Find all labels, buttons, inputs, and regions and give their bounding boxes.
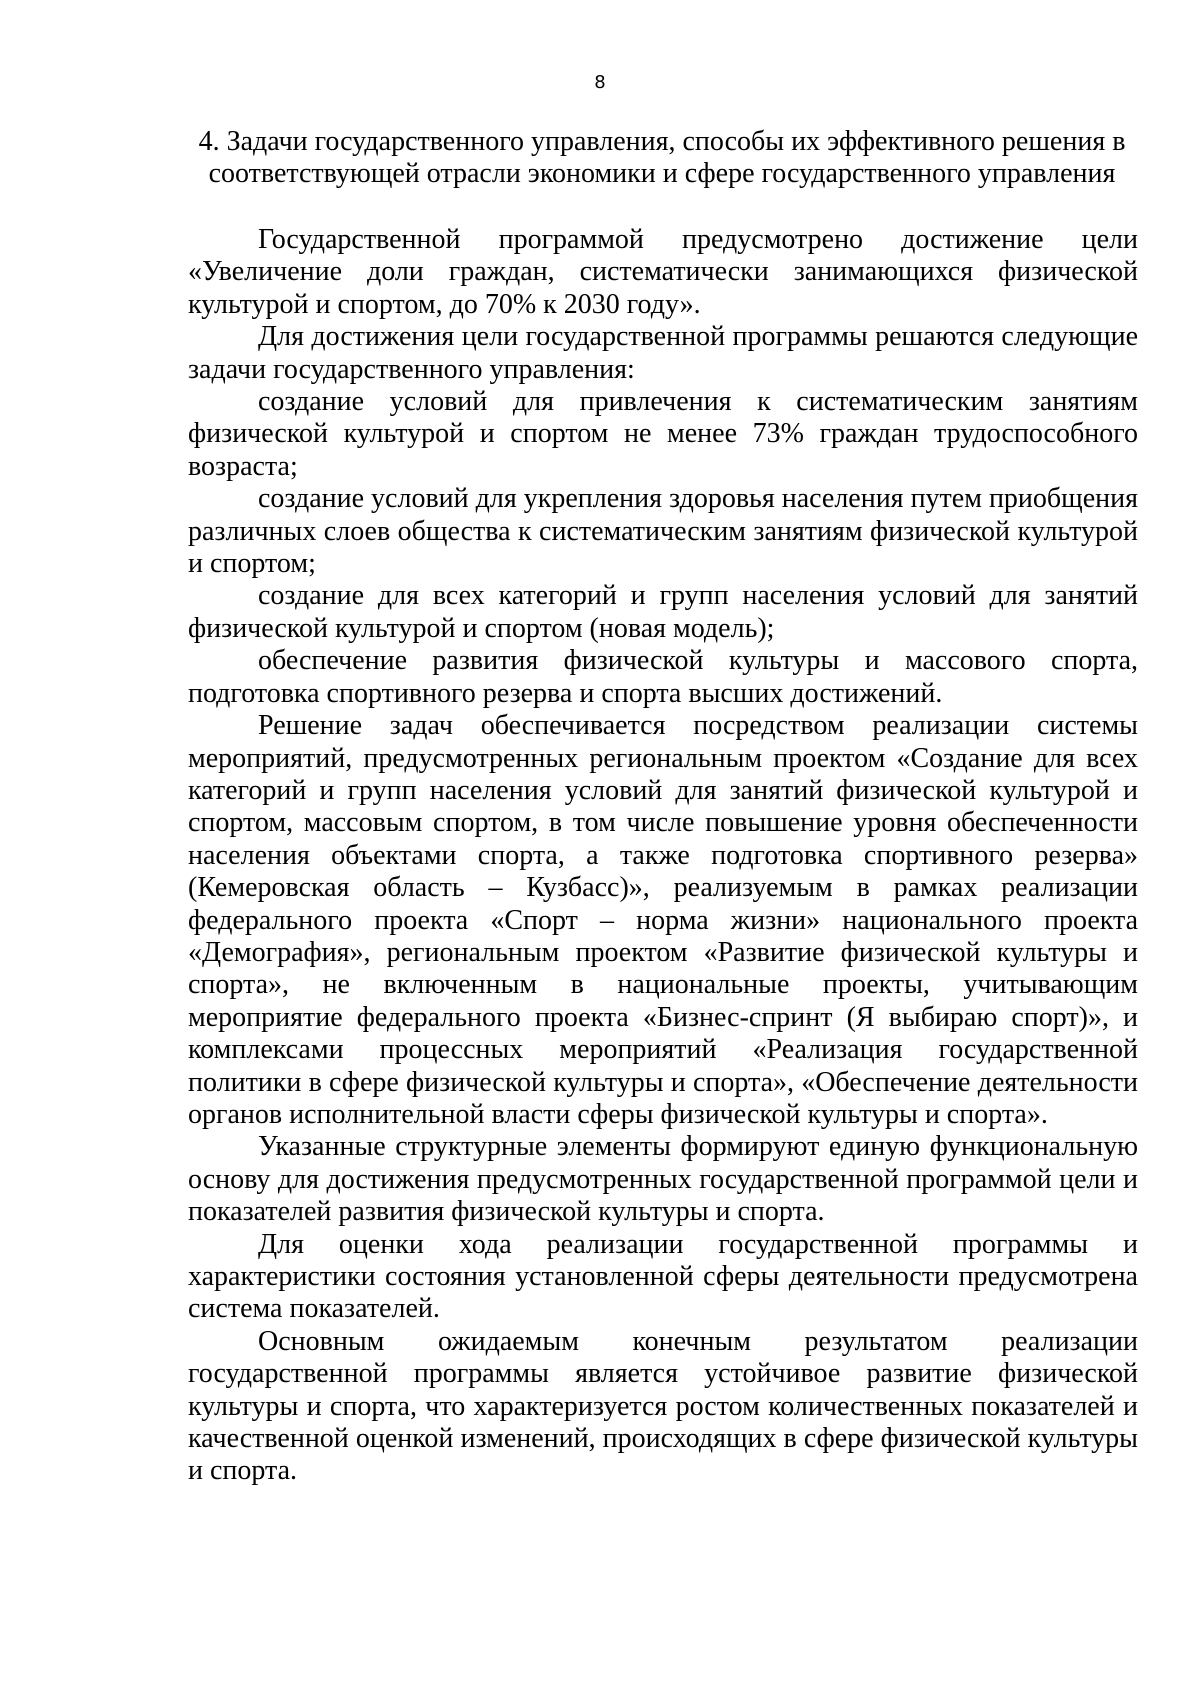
paragraph: обеспечение развития физической культуры и массового спорта, подготовка спортивного резерва и спорта высших достижений. bbox=[188, 645, 1138, 709]
page-number: 8 bbox=[594, 72, 606, 93]
paragraph: создание условий для привлечения к систематическим занятиям физической культурой и спортом не менее 73% граждан трудоспособного возраста; bbox=[188, 386, 1138, 482]
paragraph: создание условий для укрепления здоровья населения путем приобщения различных слоев общества к систематическим занятиям физической культурой и спортом; bbox=[188, 483, 1138, 580]
paragraph: Решение задач обеспечивается посредством реализации системы мероприятий, предусмотренных региональным проектом «Создание для всех категорий и групп населения условий для занятий физической культурой и спортом, массовым спортом, в том числе повышение уровня обеспеченности населения объектами спорта, а также подготовка спортивного резерва» (Кемеровская область – Кузбасс)», реализуемым в рамках реализации федерального проекта «Спорт – норма жизни» национального проекта «Демография», региональным проектом «Развитие физической культуры и спорта», не включенным в национальные проекты, учитывающим мероприятие федерального проекта «Бизнес-спринт (Я выбираю спорт)», и комплексами процессных мероприятий «Реализация государственной политики в сфере физической культуры и спорта», «Обеспечение деятельности органов исполнительной власти сферы физической культуры и спорта». bbox=[188, 710, 1138, 1130]
paragraph: Для достижения цели государственной программы решаются следующие задачи государственного управления: bbox=[188, 321, 1138, 385]
paragraph: Государственной программой предусмотрено достижение цели «Увеличение доли граждан, систематически занимающихся физической культурой и спортом, до 70% к 2030 году». bbox=[188, 224, 1138, 320]
paragraph: Указанные структурные элементы формируют единую функциональную основу для достижения предусмотренных государственной программой цели и показателей развития физической культуры и спорта. bbox=[188, 1131, 1138, 1228]
paragraph: создание для всех категорий и групп населения условий для занятий физической культурой и спортом (новая модель); bbox=[188, 580, 1138, 644]
body-text bbox=[188, 224, 1138, 1488]
section-heading: 4. Задачи государственного управления, способы их эффективного решения в соответствующей отрасли экономики и сфере государственного управления bbox=[198, 126, 1126, 189]
paragraph: Основным ожидаемым конечным результатом реализации государственной программы является устойчивое развитие физической культуры и спорта, что характеризуется ростом количественных показателей и качественной оценкой изменений, происходящих в сфере физической культуры и спорта. bbox=[188, 1325, 1138, 1487]
paragraph: Для оценки хода реализации государственной программы и характеристики состояния установленной сферы деятельности предусмотрена система показателей. bbox=[188, 1228, 1138, 1325]
